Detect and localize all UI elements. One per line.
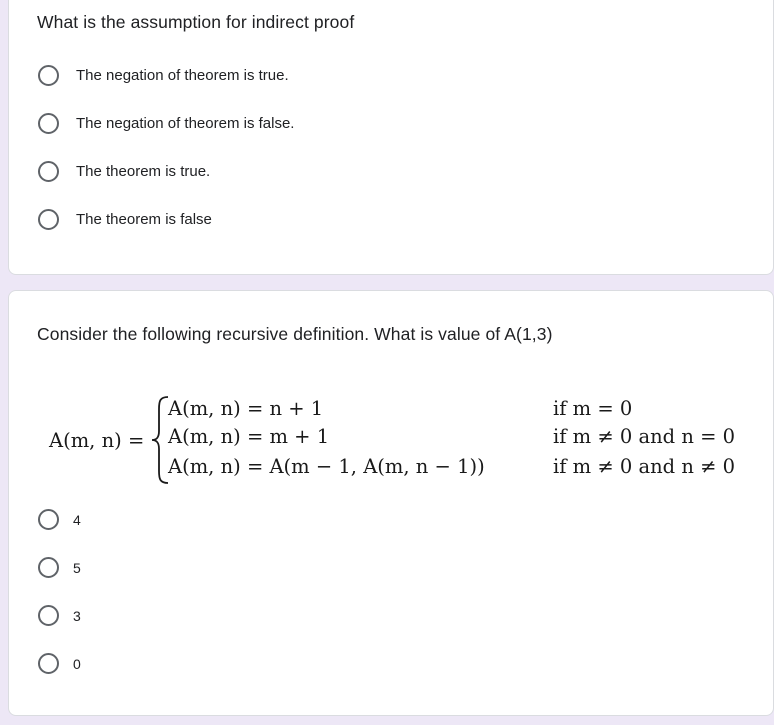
formula-case-1-condition: if m = 0 (553, 397, 633, 420)
radio-button-icon[interactable] (38, 605, 59, 626)
option-negation-true[interactable] (38, 65, 289, 86)
question-title: What is the assumption for indirect proof (37, 12, 355, 32)
option-label: The negation of theorem is false. (76, 115, 295, 132)
formula-case-3-condition: if m ≠ 0 and n ≠ 0 (553, 455, 736, 478)
question-title: Consider the following recursive definition. What is value of A(1,3) (37, 324, 553, 344)
question-card-2 (8, 290, 774, 716)
option-theorem-true[interactable] (38, 161, 210, 182)
option-negation-false[interactable] (38, 113, 294, 134)
option-answer-3[interactable] (38, 605, 81, 626)
option-label: The negation of theorem is true. (76, 67, 289, 84)
recursive-definition-formula (9, 291, 774, 491)
formula-case-2-expr: A(m, n) = m + 1 (168, 425, 330, 448)
option-label: The theorem is false (76, 211, 212, 228)
option-theorem-false[interactable] (38, 209, 212, 230)
option-label: 4 (73, 511, 81, 528)
radio-button-icon[interactable] (38, 113, 59, 134)
formula-case-3-expr: A(m, n) = A(m − 1, A(m, n − 1)) (168, 455, 485, 478)
formula-case-1-expr: A(m, n) = n + 1 (168, 397, 324, 420)
radio-button-icon[interactable] (38, 509, 59, 530)
radio-button-icon[interactable] (38, 161, 59, 182)
radio-button-icon[interactable] (38, 557, 59, 578)
radio-button-icon[interactable] (38, 653, 59, 674)
option-answer-5[interactable] (38, 557, 81, 578)
option-answer-0[interactable] (38, 653, 81, 674)
option-label: 5 (73, 559, 81, 576)
option-label: 0 (73, 655, 81, 672)
question-card-1 (8, 0, 774, 275)
formula-case-2-condition: if m ≠ 0 and n = 0 (553, 425, 736, 448)
option-label: The theorem is true. (76, 163, 211, 180)
formula-lhs: A(m, n) = (49, 429, 145, 452)
radio-button-icon[interactable] (38, 209, 59, 230)
option-label: 3 (73, 607, 81, 624)
radio-button-icon[interactable] (38, 65, 59, 86)
option-answer-4[interactable] (38, 509, 81, 530)
